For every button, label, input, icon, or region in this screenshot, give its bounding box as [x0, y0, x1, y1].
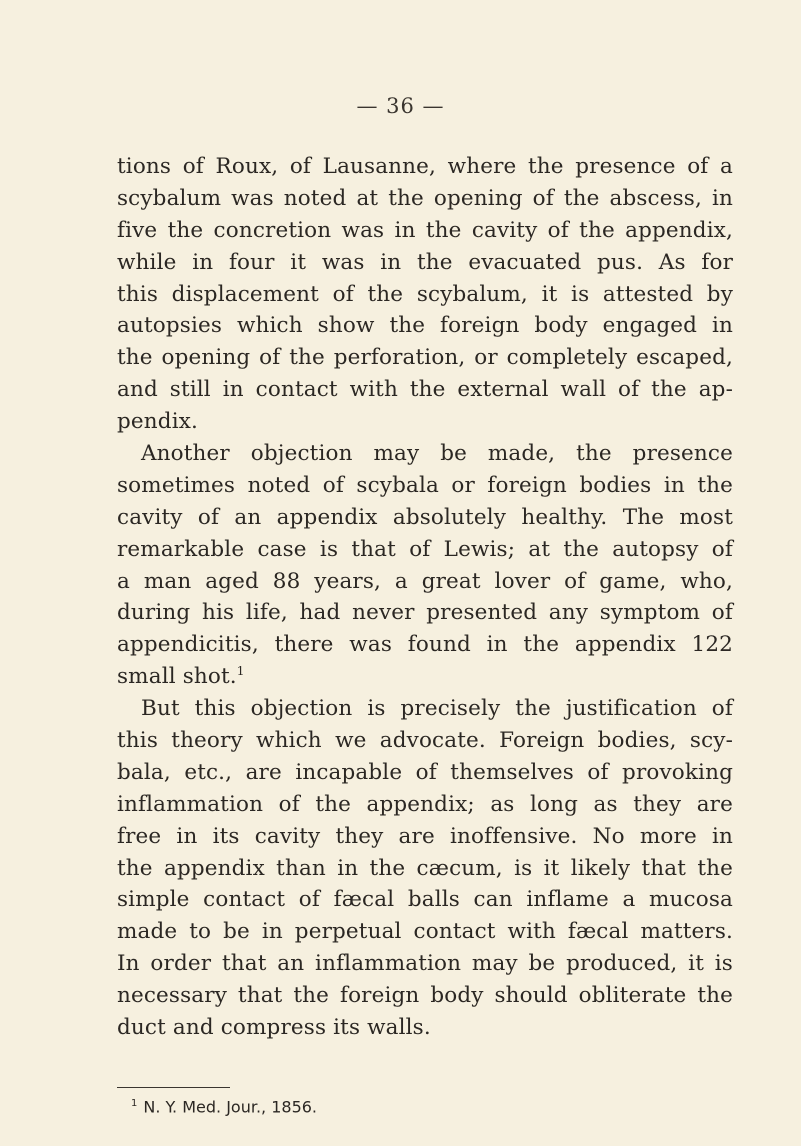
- text-line-content: In order that an inflammation may be produced, it is: [117, 951, 733, 977]
- text-line: [117, 215, 733, 247]
- text-line: [117, 916, 733, 948]
- text-line-content: this theory which we advocate. Foreign bodies, scy-: [117, 728, 733, 754]
- footnote-marker: 1: [131, 1098, 138, 1109]
- text-line: [117, 247, 733, 279]
- text-line: [117, 470, 733, 502]
- text-line-content: But this objection is precisely the justification of: [141, 696, 733, 722]
- footnote: [131, 1094, 317, 1117]
- text-line-content: autopsies which show the foreign body engaged in: [117, 313, 733, 339]
- text-line-content: small shot.: [117, 664, 237, 690]
- text-line-content: Another objection may be made, the presence: [141, 441, 733, 467]
- text-line: [117, 948, 733, 980]
- text-line: [117, 566, 733, 598]
- text-line: [117, 534, 733, 566]
- text-line: [117, 661, 733, 693]
- text-line-content: sometimes noted of scybala or foreign bodies in the: [117, 472, 733, 498]
- text-line: [117, 342, 733, 374]
- text-line: [117, 406, 733, 438]
- text-line: [117, 789, 733, 821]
- text-line: [117, 693, 733, 725]
- text-line-content: cavity of an appendix absolutely healthy. The most: [117, 504, 733, 530]
- text-line-content: necessary that the foreign body should obliterate the: [117, 983, 733, 1009]
- text-line: [117, 980, 733, 1012]
- text-line-content: five the concretion was in the cavity of the appendix,: [117, 217, 733, 243]
- text-line-content: during his life, had never presented any symptom of: [117, 600, 733, 626]
- text-line-content: free in its cavity they are inoffensive. No more in: [117, 823, 733, 849]
- footnote-reference: 1: [236, 664, 245, 679]
- text-line: [117, 757, 733, 789]
- text-line-content: a man aged 88 years, a great lover of game, who,: [117, 568, 733, 594]
- text-line: [117, 597, 733, 629]
- text-line: [117, 374, 733, 406]
- text-line: [117, 502, 733, 534]
- text-line-content: appendicitis, there was found in the appendix 122: [117, 632, 733, 658]
- text-line-content: scybalum was noted at the opening of the abscess, in: [117, 185, 733, 211]
- text-line: [117, 310, 733, 342]
- footnote-divider: [117, 1087, 230, 1088]
- text-line: [117, 629, 733, 661]
- text-line-content: duct and compress its walls.: [117, 1015, 431, 1041]
- text-line-content: the opening of the perforation, or completely escaped,: [117, 345, 733, 371]
- text-line-content: remarkable case is that of Lewis; at the autopsy of: [117, 536, 733, 562]
- text-line-content: this displacement of the scybalum, it is attested by: [117, 281, 733, 307]
- page-number: — 36 —: [356, 94, 445, 118]
- text-line: [117, 853, 733, 885]
- text-line-content: made to be in perpetual contact with fæcal matters.: [117, 919, 733, 945]
- body-text: [117, 151, 733, 1044]
- text-line: [117, 725, 733, 757]
- text-line: [117, 183, 733, 215]
- text-line-content: tions of Roux, of Lausanne, where the presence of a: [117, 154, 733, 179]
- text-line: [117, 1012, 733, 1044]
- text-line-content: while in four it was in the evacuated pus. As for: [117, 249, 733, 275]
- text-line: [117, 438, 733, 470]
- text-line: [117, 151, 733, 183]
- text-line: [117, 279, 733, 311]
- text-line: [117, 884, 733, 916]
- text-line-content: simple contact of fæcal balls can inflame a mucosa: [117, 887, 733, 913]
- text-line-content: pendix.: [117, 409, 198, 435]
- text-line-content: bala, etc., are incapable of themselves of provoking: [117, 759, 733, 785]
- footnote-text: N. Y. Med. Jour., 1856.: [143, 1097, 318, 1117]
- text-line: [117, 821, 733, 853]
- text-line-content: the appendix than in the cæcum, is it likely that the: [117, 855, 733, 881]
- text-line-content: inflammation of the appendix; as long as they are: [117, 791, 733, 817]
- text-line-content: and still in contact with the external wall of the ap-: [117, 377, 733, 403]
